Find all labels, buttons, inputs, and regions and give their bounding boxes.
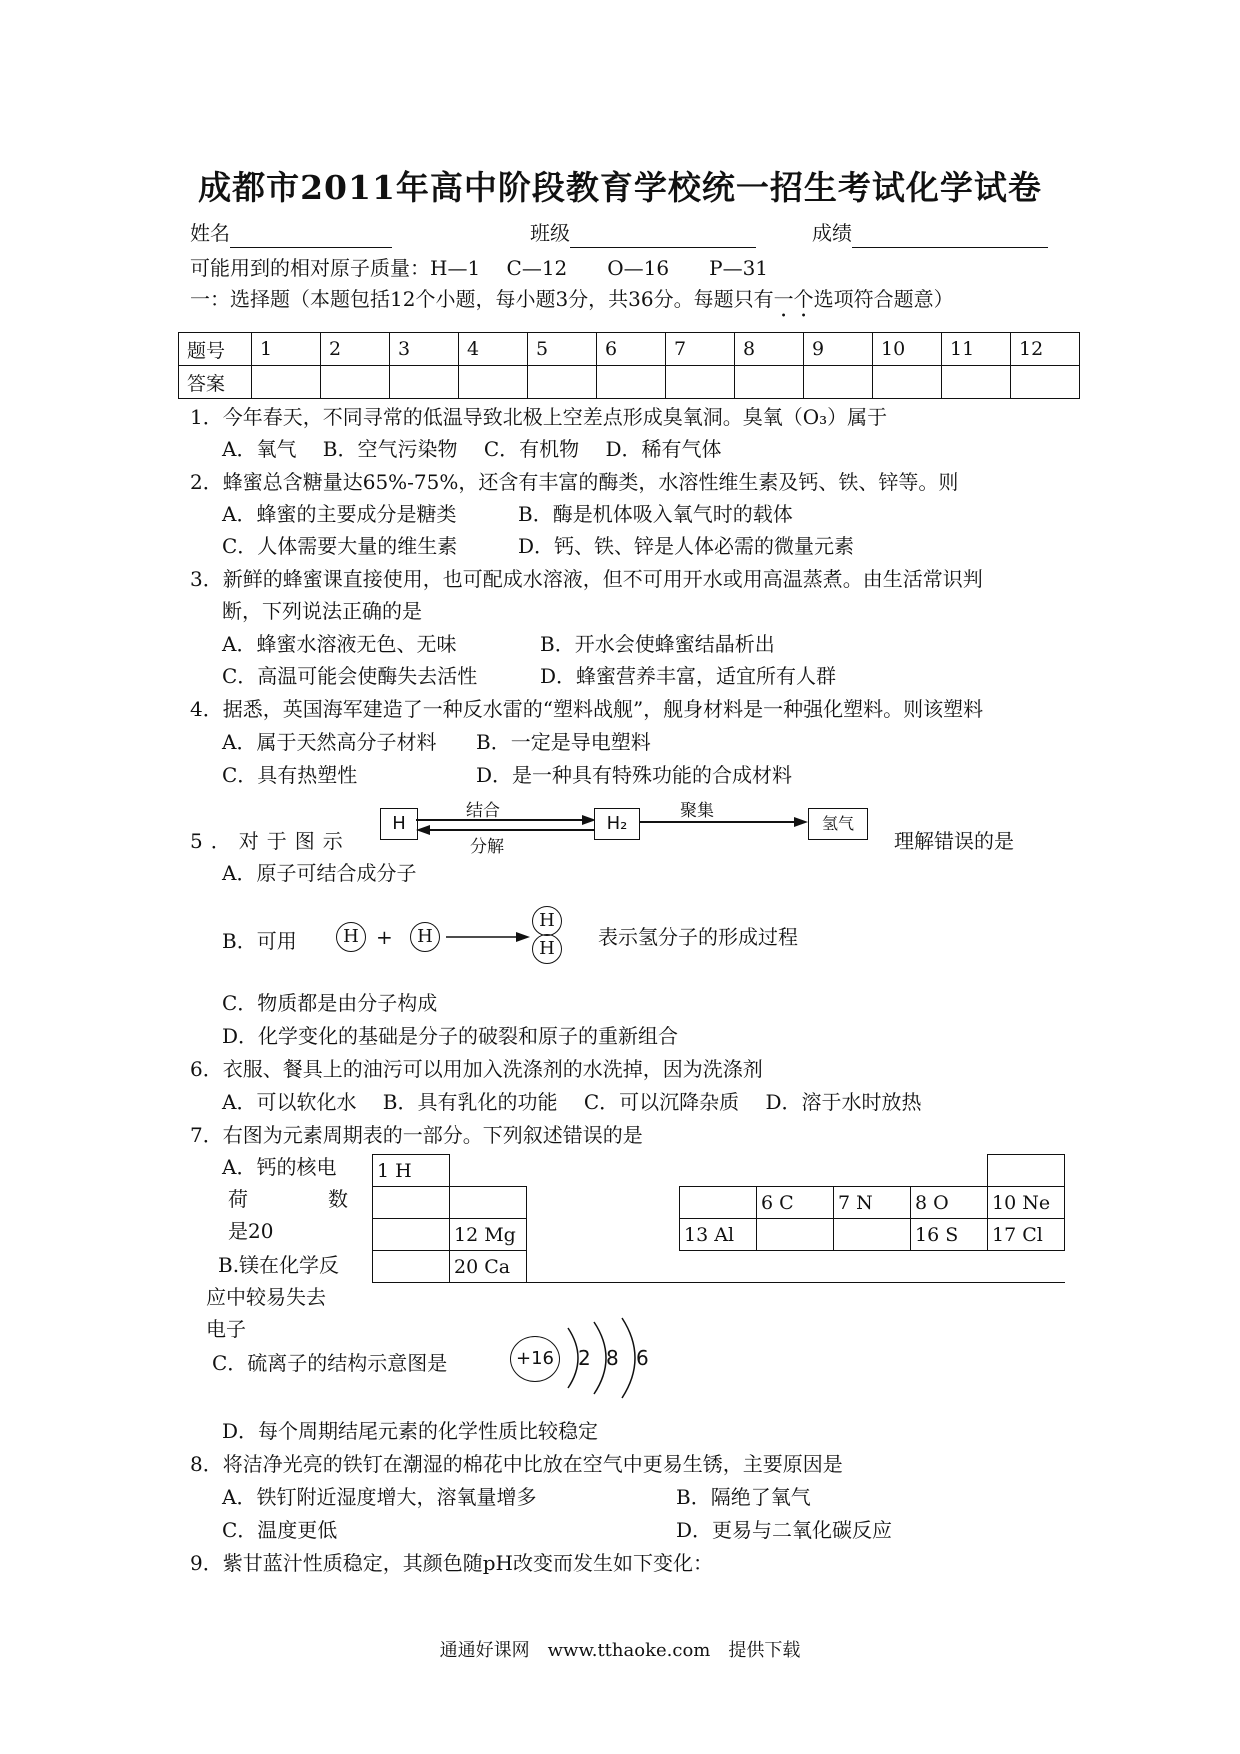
- q2-option-a: A．蜂蜜的主要成分是糖类: [222, 502, 457, 526]
- q5-option-b-post: 表示氢分子的形成过程: [598, 925, 798, 949]
- q1-stem: 1．今年春天，不同寻常的低温导致北极上空差点形成臭氧洞。臭氧（O₃）属于: [190, 405, 888, 429]
- q7-shell-1-count: 2: [578, 1346, 591, 1370]
- periodic-row-3: [373, 1219, 1065, 1251]
- question-number: 7: [666, 333, 735, 366]
- question-number: 10: [873, 333, 942, 366]
- q3-option-d: D．蜂蜜营养丰富，适宜所有人群: [540, 664, 837, 688]
- element-cell-ca: 20 Ca: [450, 1251, 527, 1283]
- q9-stem: 9．紫甘蓝汁性质稳定，其颜色随pH改变而发生如下变化：: [190, 1551, 713, 1575]
- page-footer: 通通好课网 www.tthaoke.com 提供下载: [439, 1640, 801, 1661]
- element-cell-n: 7 N: [834, 1187, 911, 1219]
- q5-option-a: A．原子可结合成分子: [222, 861, 417, 885]
- score-field: [812, 218, 1048, 248]
- element-cell-p-empty: [834, 1219, 911, 1251]
- element-cell-si-empty: [757, 1219, 834, 1251]
- answer-cell[interactable]: [735, 366, 804, 399]
- q4-stem: 4．据悉，英国海军建造了一种反水雷的“塑料战舰”，舰身材料是一种强化塑料。则该塑料: [190, 697, 984, 721]
- atomic-mass-line: 可能用到的相对原子质量：H—1 C—12 O—16 P—31: [190, 256, 769, 280]
- answer-cell[interactable]: [873, 366, 942, 399]
- q4-option-c: C．具有热塑性: [222, 763, 358, 787]
- name-blank[interactable]: [230, 225, 392, 248]
- q1-options: A．氧气 B．空气污染物 C．有机物 D．稀有气体: [222, 437, 722, 461]
- section-heading-pre: 一：选择题（本题包括12个小题，每小题3分，共36分。每题只有: [190, 287, 774, 311]
- q7-option-b-line1: B.镁在化学反: [218, 1253, 340, 1277]
- element-cell-li-empty: [373, 1187, 450, 1219]
- element-cell-al: 13 Al: [680, 1219, 757, 1251]
- q7-option-b-line2: 应中较易失去: [206, 1285, 326, 1309]
- q5-box-h2: H₂: [594, 808, 640, 840]
- q5-arrow-label-combine: 结合: [466, 801, 500, 821]
- question-number: 4: [459, 333, 528, 366]
- q7-option-a-line3: 是20: [228, 1219, 274, 1243]
- row-label-answer: 答案: [179, 366, 252, 399]
- q7-option-a-line2: 荷 数: [228, 1187, 348, 1211]
- q5-molecule-atom-top: H: [532, 906, 562, 936]
- q7-option-d: D．每个周期结尾元素的化学性质比较稳定: [222, 1419, 599, 1443]
- answer-cell[interactable]: [252, 366, 321, 399]
- periodic-row-1: [373, 1155, 1065, 1187]
- q7-option-c: C．硫离子的结构示意图是: [212, 1351, 448, 1375]
- element-cell-be-empty: [450, 1187, 527, 1219]
- name-label: 姓名: [190, 221, 230, 245]
- q3-option-a: A．蜂蜜水溶液无色、无味: [222, 632, 457, 656]
- q5-molecule-atom-bottom: H: [532, 934, 562, 964]
- answer-cell[interactable]: [804, 366, 873, 399]
- element-cell-o: 8 O: [911, 1187, 988, 1219]
- q5-stem-post: 理解错误的是: [894, 829, 1014, 853]
- q5-plus-sign: +: [376, 925, 393, 949]
- q5-atom-h-left: H: [336, 922, 366, 952]
- question-number: 1: [252, 333, 321, 366]
- periodic-row-4: [373, 1251, 1065, 1283]
- q2-option-d: D．钙、铁、锌是人体必需的微量元素: [518, 534, 855, 558]
- class-label: 班级: [530, 221, 570, 245]
- answer-table: [178, 332, 1080, 399]
- answer-table-number-row: [179, 333, 1080, 366]
- answer-table-answer-row: [179, 366, 1080, 399]
- answer-cell[interactable]: [1011, 366, 1080, 399]
- element-cell-cl: 17 Cl: [988, 1219, 1065, 1251]
- element-cell-b-empty: [680, 1187, 757, 1219]
- class-field: [530, 218, 756, 248]
- question-number: 3: [390, 333, 459, 366]
- q7-sulfur-nucleus: +16: [510, 1336, 560, 1382]
- q5-arrow-label-decompose: 分解: [470, 837, 504, 857]
- answer-cell[interactable]: [942, 366, 1011, 399]
- q3-option-b: B．开水会使蜂蜜结晶析出: [540, 632, 775, 656]
- q3-stem-line1: 3．新鲜的蜂蜜课直接使用，也可配成水溶液，但不可用开水或用高温蒸煮。由生活常识判: [190, 567, 983, 591]
- q5-option-d: D．化学变化的基础是分子的破裂和原子的重新组合: [222, 1024, 679, 1048]
- section-heading-post: 选项符合题意）: [813, 287, 954, 311]
- q7-stem: 7．右图为元素周期表的一部分。下列叙述错误的是: [190, 1123, 643, 1147]
- element-cell-ne: 10 Ne: [988, 1187, 1065, 1219]
- q8-option-a: A．铁钉附近湿度增大，溶氧量增多: [222, 1485, 537, 1509]
- q5-box-hydrogen-gas: 氢气: [808, 808, 868, 840]
- q7-shell-2-count: 8: [606, 1346, 619, 1370]
- question-number: 12: [1011, 333, 1080, 366]
- q2-option-b: B．酶是机体吸入氧气时的载体: [518, 502, 793, 526]
- q2-option-c: C．人体需要大量的维生素: [222, 534, 458, 558]
- q5-option-b-pre: B．可用: [222, 929, 297, 953]
- answer-cell[interactable]: [666, 366, 735, 399]
- q6-stem: 6．衣服、餐具上的油污可以用加入洗涤剂的水洗掉，因为洗涤剂: [190, 1057, 763, 1081]
- section-heading-emphasis: 一个: [773, 287, 814, 311]
- q7-shell-3-count: 6: [636, 1346, 649, 1370]
- element-cell-c: 6 C: [757, 1187, 834, 1219]
- element-cell-s: 16 S: [911, 1219, 988, 1251]
- q7-option-a-line1: A．钙的核电: [222, 1155, 337, 1179]
- q8-option-b: B．隔绝了氧气: [676, 1485, 811, 1509]
- answer-cell[interactable]: [528, 366, 597, 399]
- name-field: [190, 218, 392, 248]
- q5-atom-h-right: H: [410, 922, 440, 952]
- q5-formation-arrow-icon: [446, 930, 530, 944]
- question-number: 11: [942, 333, 1011, 366]
- periodic-row-2: [373, 1187, 1065, 1219]
- score-blank[interactable]: [852, 225, 1048, 248]
- q5-right-arrow-icon: [640, 814, 808, 830]
- question-number: 9: [804, 333, 873, 366]
- answer-cell[interactable]: [459, 366, 528, 399]
- answer-cell[interactable]: [321, 366, 390, 399]
- q8-stem: 8．将洁净光亮的铁钉在潮湿的棉花中比放在空气中更易生锈，主要原因是: [190, 1452, 843, 1476]
- q5-stem-pre: 5．对于图示: [190, 829, 351, 853]
- q5-arrow-label-gather: 聚集: [680, 801, 714, 821]
- q3-stem-line2: 断，下列说法正确的是: [222, 599, 422, 623]
- q5-double-arrow-icon: [416, 812, 596, 838]
- question-number: 2: [321, 333, 390, 366]
- q8-option-c: C．温度更低: [222, 1518, 338, 1542]
- q5-option-c: C．物质都是由分子构成: [222, 991, 438, 1015]
- q2-stem: 2．蜂蜜总含糖量达65%-75%，还含有丰富的酶类，水溶性维生素及钙、铁、锌等。则: [190, 470, 959, 494]
- q5-box-h-atom: H: [380, 808, 418, 840]
- element-cell-k-empty: [373, 1251, 450, 1283]
- class-blank[interactable]: [570, 225, 756, 248]
- q7-option-b-line3: 电子: [206, 1317, 246, 1341]
- q8-option-d: D．更易与二氧化碳反应: [676, 1518, 893, 1542]
- answer-cell[interactable]: [390, 366, 459, 399]
- q4-option-b: B．一定是导电塑料: [476, 730, 651, 754]
- exam-title: 成都市2011年高中阶段教育学校统一招生考试化学试卷: [198, 168, 1042, 207]
- question-number: 6: [597, 333, 666, 366]
- q3-option-c: C．高温可能会使酶失去活性: [222, 664, 478, 688]
- q6-options: A．可以软化水 B．具有乳化的功能 C．可以沉降杂质 D．溶于水时放热: [222, 1090, 922, 1114]
- score-label: 成绩: [812, 221, 852, 245]
- question-number: 8: [735, 333, 804, 366]
- question-number: 5: [528, 333, 597, 366]
- row-label-number: 题号: [179, 333, 252, 366]
- periodic-table-fragment: [372, 1154, 1065, 1283]
- section-heading: [190, 284, 954, 322]
- q4-option-a: A．属于天然高分子材料: [222, 730, 437, 754]
- element-cell-na-empty: [373, 1219, 450, 1251]
- answer-cell[interactable]: [597, 366, 666, 399]
- element-cell-h: 1 H: [373, 1155, 450, 1187]
- element-cell-he-empty: [988, 1155, 1065, 1187]
- q4-option-d: D．是一种具有特殊功能的合成材料: [476, 763, 793, 787]
- element-cell-mg: 12 Mg: [450, 1219, 527, 1251]
